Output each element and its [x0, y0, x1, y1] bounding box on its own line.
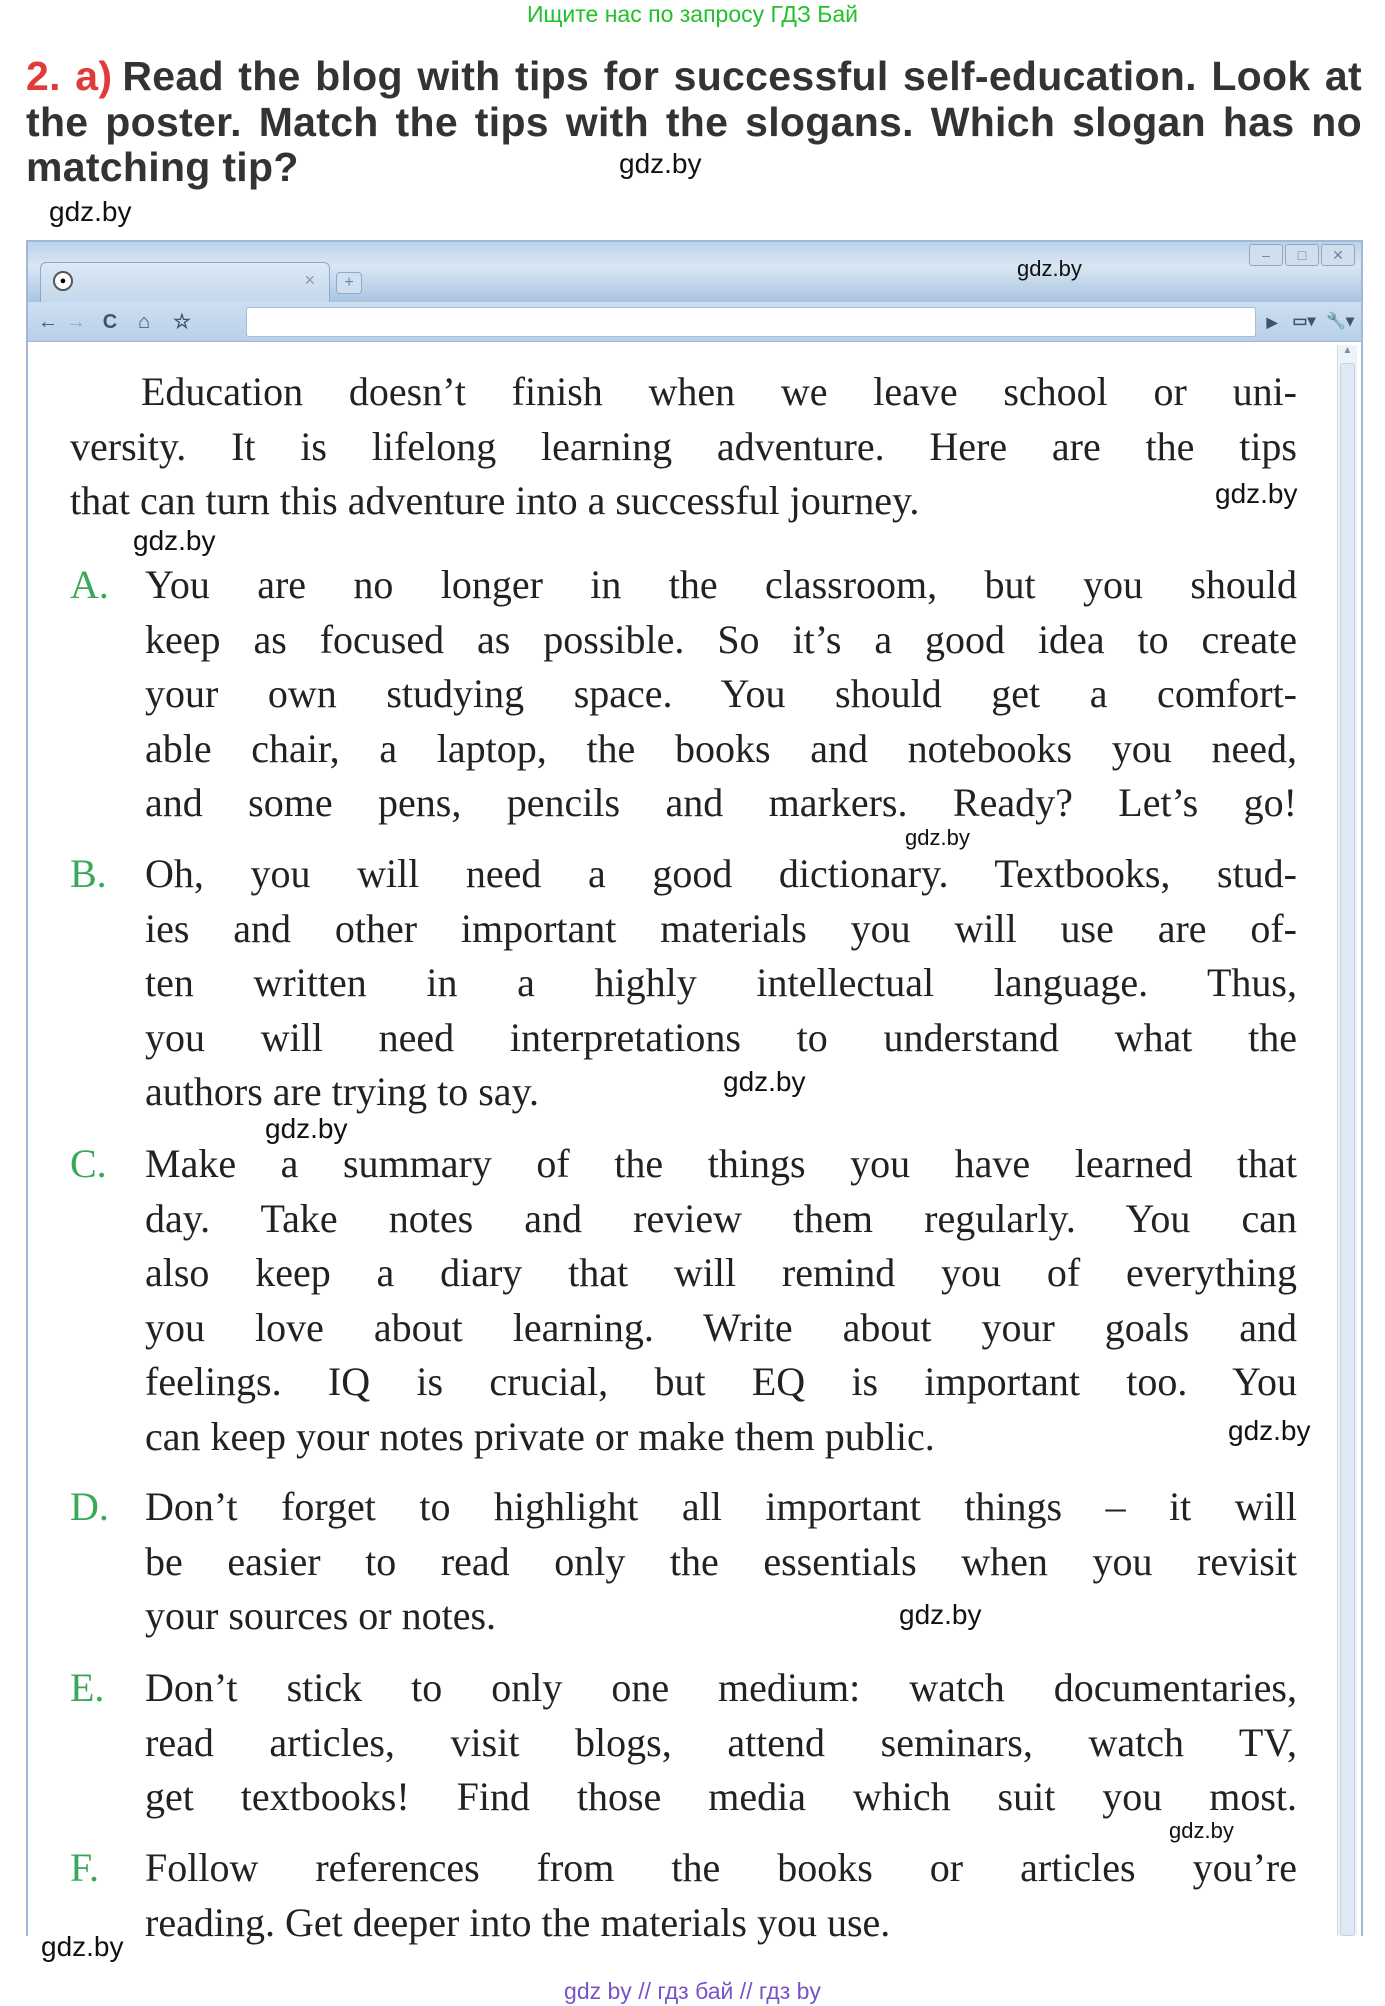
watermark: gdz.by: [905, 825, 970, 850]
watermark: gdz.by: [49, 196, 132, 227]
home-icon[interactable]: ⌂: [137, 311, 151, 333]
text-line: authors are trying to say.: [145, 1069, 539, 1114]
tip-c: [70, 1137, 1297, 1464]
tip-f: [70, 1841, 1297, 1950]
text-line: able chair, a laptop, the books and notebooks you need,: [145, 725, 1297, 771]
watermark: gdz.by: [1169, 1818, 1234, 1843]
tip-letter: B.: [70, 851, 107, 896]
toolbar: [28, 302, 1361, 342]
text-line: you love about learning. Write about your goals and: [145, 1304, 1297, 1350]
minimize-button[interactable]: –: [1249, 244, 1283, 266]
watermark: gdz.by: [265, 1113, 348, 1144]
text-line: Oh, you will need a good dictionary. Textbooks, stud-: [145, 851, 1297, 896]
favicon-icon: ●: [53, 271, 73, 291]
tip-letter: E.: [70, 1665, 105, 1710]
text-line: ten written in a highly intellectual language. Thus,: [145, 960, 1297, 1005]
address-bar[interactable]: [246, 307, 1256, 337]
text-line: you will need interpretations to understand what the: [145, 1014, 1297, 1060]
tip-a: [70, 558, 1297, 831]
watermark: gdz.by: [723, 1066, 806, 1097]
exercise-number: 2. a): [26, 53, 113, 99]
text-line: versity. It is lifelong learning adventure. Here are the tips: [70, 423, 1297, 469]
text-line: and some pens, pencils and markers. Ready? Let’s go!: [145, 780, 1297, 825]
text-line: Don’t forget to highlight all important things – it will: [145, 1484, 1297, 1529]
text-line: ies and other important materials you will use are of-: [145, 905, 1297, 951]
maximize-button[interactable]: □: [1285, 244, 1319, 266]
text-line: Don’t stick to only one medium: watch documentaries,: [145, 1665, 1297, 1710]
reload-icon[interactable]: C: [102, 311, 118, 333]
tip-b: [70, 847, 1297, 1120]
close-window-button[interactable]: ✕: [1321, 244, 1355, 266]
scroll-thumb[interactable]: [1340, 363, 1355, 1936]
watermark: gdz.by: [133, 525, 216, 556]
tip-d: [70, 1480, 1297, 1644]
text-line: keep as focused as possible. So it’s a good idea to create: [145, 616, 1297, 662]
text-line: day. Take notes and review them regularly. You can: [145, 1195, 1297, 1241]
browser-tab[interactable]: [40, 262, 330, 302]
text-line: also keep a diary that will remind you of everything: [145, 1250, 1297, 1295]
text-line: get textbooks! Find those media which suit you most.: [145, 1774, 1297, 1819]
text-line: Follow references from the books or articles you’re: [145, 1845, 1297, 1890]
text-line: You are no longer in the classroom, but you should: [145, 562, 1297, 607]
forward-icon[interactable]: →: [66, 311, 86, 333]
new-tab-button[interactable]: +: [336, 272, 362, 294]
text-line: your own studying space. You should get a comfort-: [145, 671, 1297, 716]
tip-letter: D.: [70, 1484, 109, 1529]
intro-paragraph: [70, 365, 1297, 529]
tip-letter: F.: [70, 1845, 100, 1890]
watermark: gdz.by: [41, 1931, 124, 1962]
scrollbar[interactable]: [1337, 345, 1357, 1936]
page-menu-icon[interactable]: ▭▾: [1292, 313, 1316, 330]
text-line: be easier to read only the essentials when you revisit: [145, 1538, 1297, 1584]
footer-links: gdz by // гдз бай // гдз by: [564, 1978, 821, 2004]
title-bar: [28, 242, 1361, 302]
back-icon[interactable]: ←: [38, 311, 58, 333]
watermark: gdz.by: [1215, 478, 1298, 509]
text-line: feelings. IQ is crucial, but EQ is important too. You: [145, 1359, 1297, 1404]
go-icon[interactable]: ▶: [1266, 314, 1278, 330]
text-line: that can turn this adventure into a successful journey.: [70, 478, 920, 523]
tip-e: [70, 1661, 1297, 1825]
scroll-up-icon[interactable]: ▲: [1342, 345, 1353, 356]
text-line: reading. Get deeper into the materials you use.: [145, 1899, 891, 1945]
text-line: can keep your notes private or make them public.: [145, 1413, 935, 1459]
text-line: read articles, visit blogs, attend seminars, watch TV,: [145, 1719, 1297, 1765]
text-line: Make a summary of the things you have learned that: [145, 1141, 1297, 1186]
tab-close-icon[interactable]: ×: [304, 270, 315, 290]
tip-letter: C.: [70, 1141, 107, 1186]
text-line: Education doesn’t finish when we leave school or uni-: [141, 369, 1297, 414]
watermark: gdz.by: [1228, 1415, 1311, 1446]
tools-menu-icon[interactable]: 🔧▾: [1326, 313, 1354, 330]
top-note: Ищите нас по запросу ГДЗ Бай: [526, 1, 859, 27]
watermark: gdz.by: [1017, 256, 1082, 281]
bookmark-star-icon[interactable]: ☆: [173, 311, 191, 333]
tip-letter: A.: [70, 562, 109, 607]
text-line: your sources or notes.: [145, 1593, 497, 1638]
watermark: gdz.by: [899, 1599, 982, 1630]
watermark: gdz.by: [619, 148, 702, 179]
exercise-instruction: Read the blog with tips for successful self-education. Look at the poster. Match the tips with the slogans. Which slogan has no matching tip?: [26, 53, 1362, 190]
